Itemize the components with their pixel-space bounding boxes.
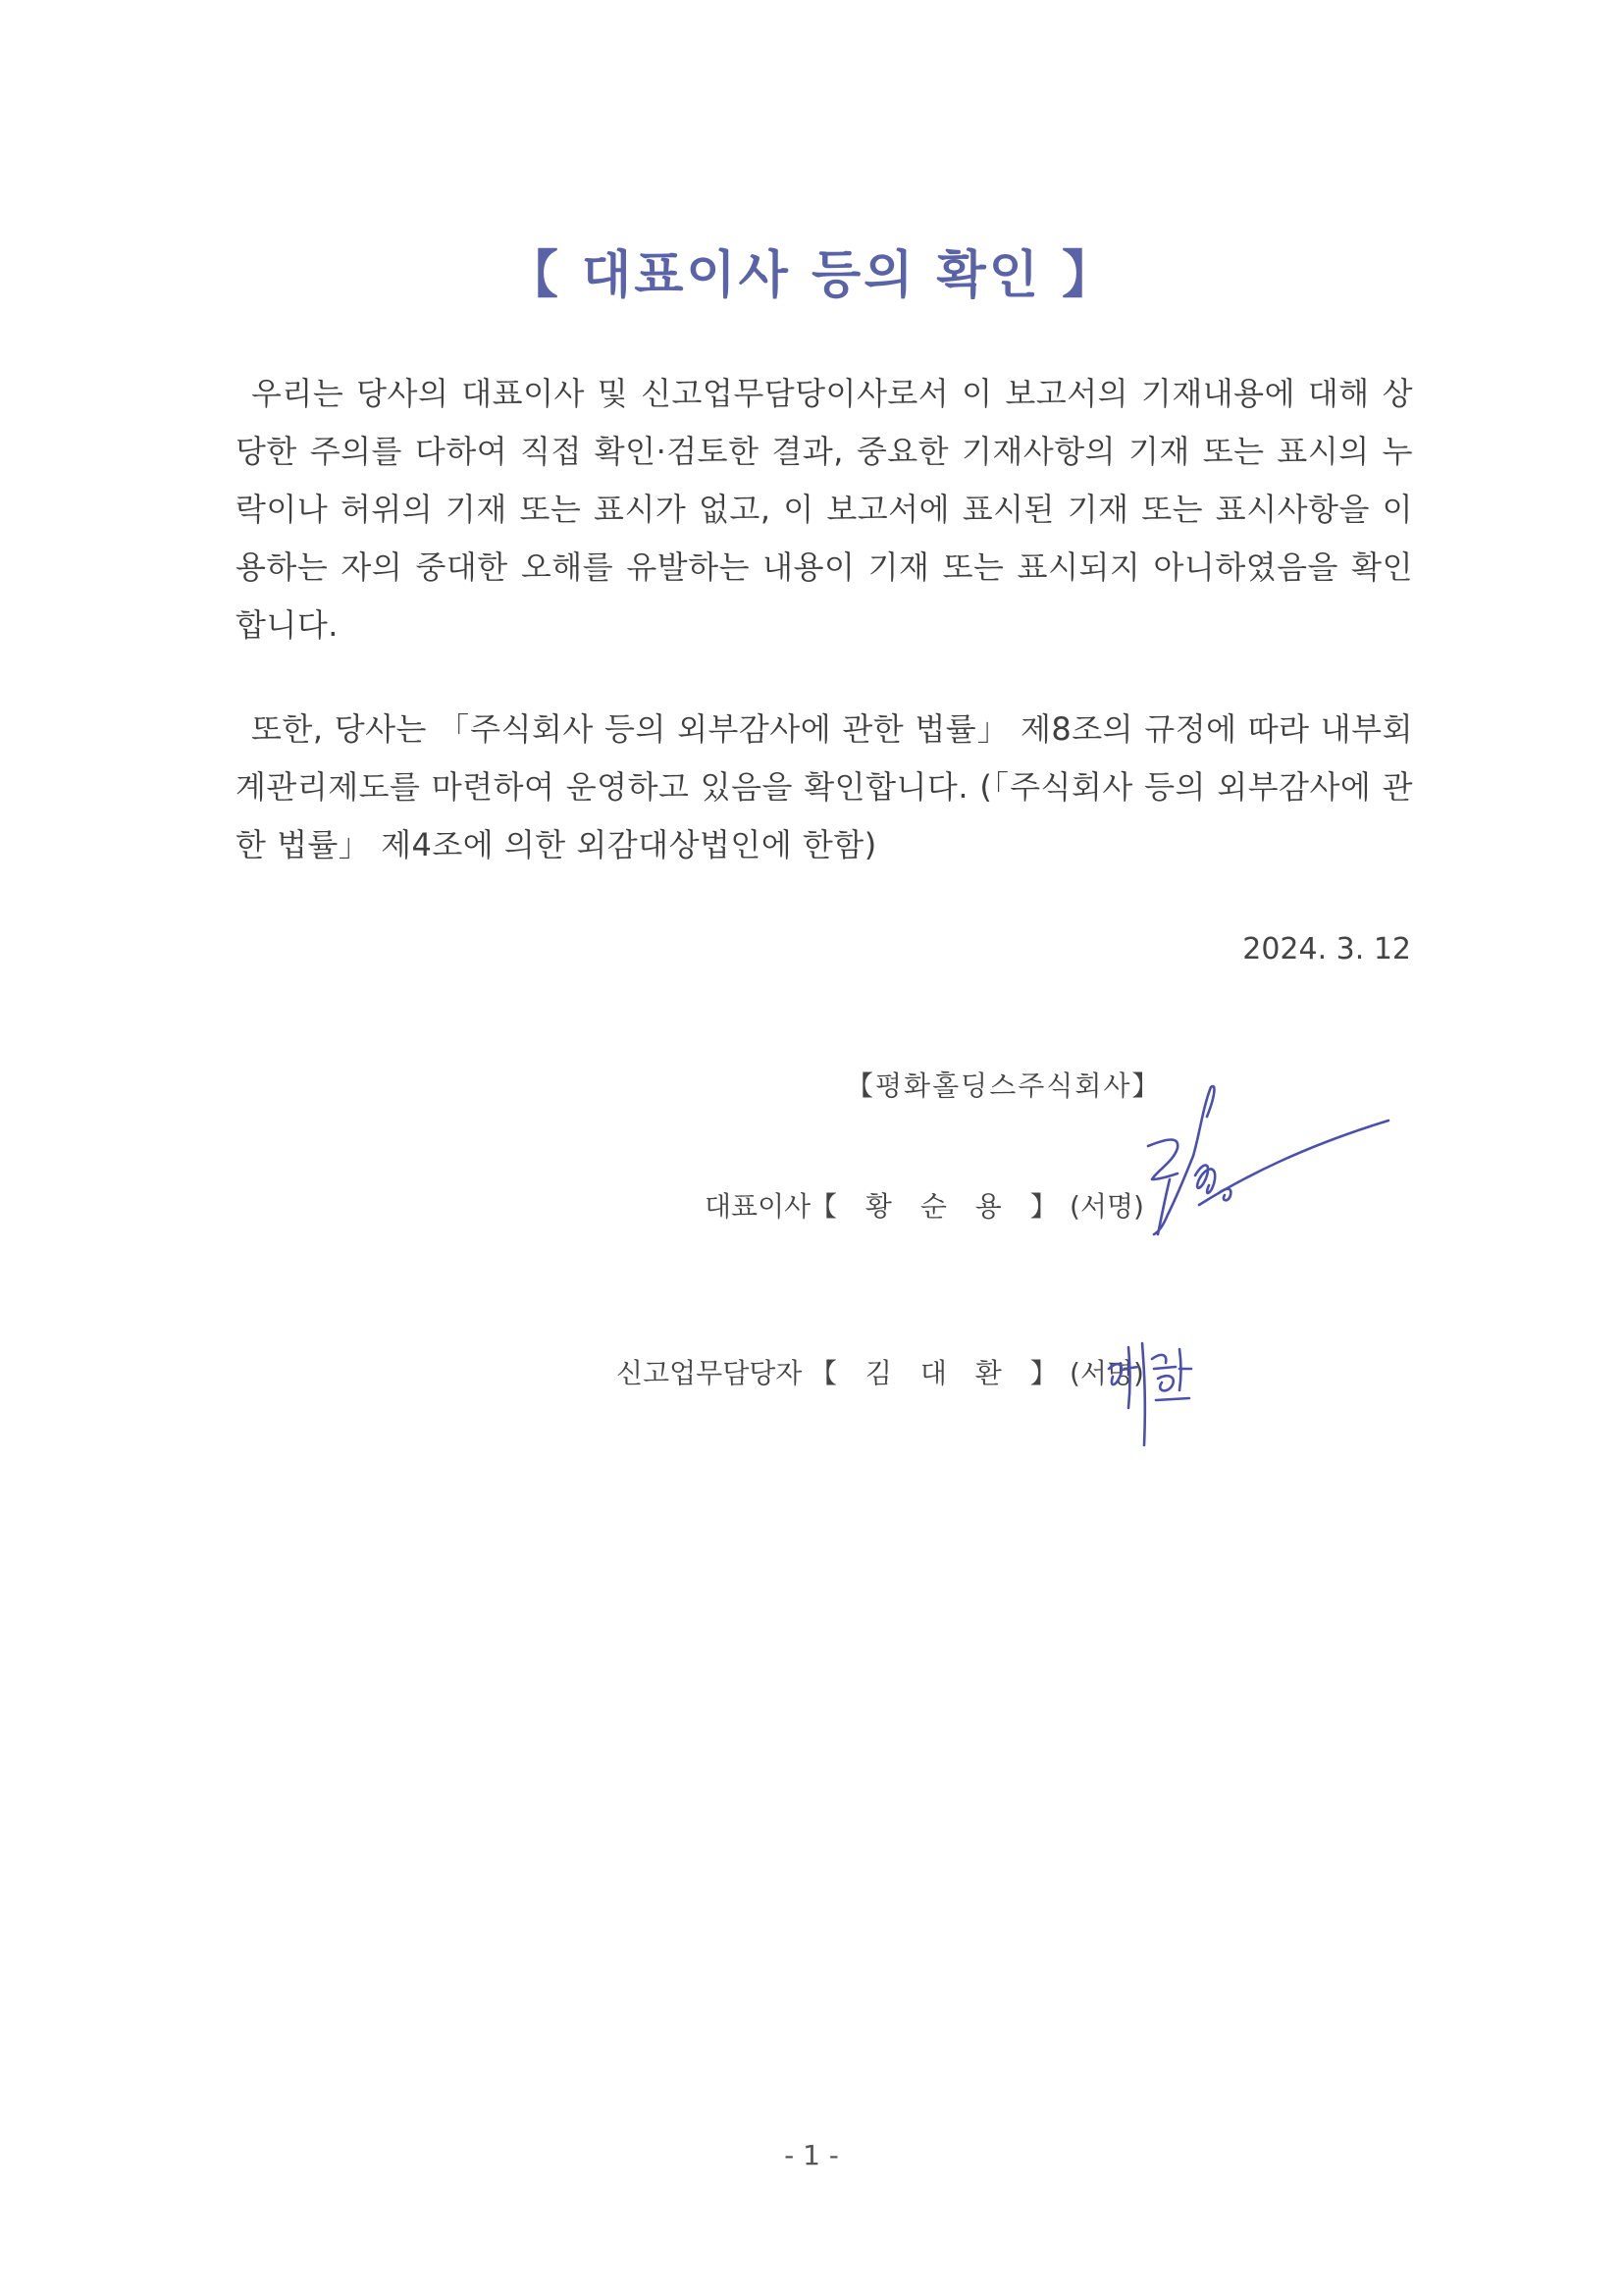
signature-mark: (서명): [1070, 1357, 1144, 1389]
signatory-name: 【 김 대 환 】: [810, 1357, 1068, 1389]
internal-control-paragraph: 또한, 당사는 「주식회사 등의 외부감사에 관한 법률」 제8조의 규정에 따라 내부회계관리제도를 마련하여 운영하고 있음을 확인합니다. (「주식회사 등의 외부감사에 관한 법률」 제4조에 의한 외감대상법인에 한함): [236, 710, 1413, 863]
page-title: 【 대표이사 등의 확인 】: [506, 246, 1117, 305]
signatory-name: 【 황 순 용 】: [810, 1190, 1068, 1223]
signature-mark: (서명): [1070, 1190, 1144, 1223]
confirmation-paragraph: 우리는 당사의 대표이사 및 신고업무담당이사로서 이 보고서의 기재내용에 대해 상당한 주의를 다하여 직접 확인·검토한 결과, 중요한 기재사항의 기재 또는 표시의 누락이나 허위의 기재 또는 표시가 없고, 이 보고서에 표시된 기재 또는 표시사항을 이용하는 자의 중대한 오해를 유발하는 내용이 기재 또는 표시되지 아니하였음을 확인합니다.: [236, 375, 1413, 644]
page-number: - 1 -: [784, 2139, 839, 2171]
signatory-role: 대표이사: [705, 1190, 812, 1223]
handwritten-signature-ceo: [1109, 1077, 1403, 1254]
document-date: 2024. 3. 12: [1242, 932, 1411, 966]
signatory-role: 신고업무담당자: [616, 1357, 803, 1389]
company-name: 【평화홀딩스주식회사】: [846, 1070, 1162, 1102]
